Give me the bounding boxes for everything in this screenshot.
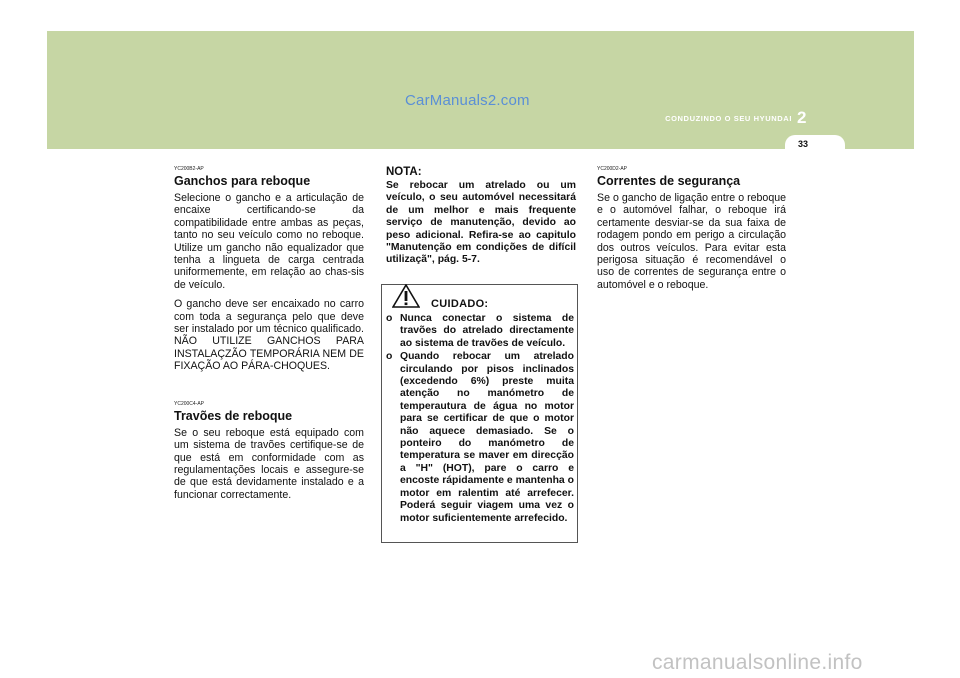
- section-code: YC200D2-AP: [597, 166, 628, 172]
- section-title-chains: Correntes de segurança: [597, 174, 741, 188]
- caution-item-text: Quando rebocar um atrelado circulando por pisos inclinados (excedendo 6%) preste muita atenção no manómetro de temperautura de água no motor para se certificar de que o motor não aquece demasiado. Se o ponteiro do manómetro de temperatura se maver em direcção a "H" (HOT), pare o carro e encoste rápidamente e mantenha o motor em ralentim até arrefecer. Poderá seguir viagem uma vez o motor suficientemente arrefecido.: [400, 351, 574, 524]
- bullet-marker: o: [386, 351, 393, 363]
- caution-title: CUIDADO:: [431, 298, 489, 310]
- site-link[interactable]: CarManuals2.com: [405, 92, 530, 109]
- chapter-header-band: [47, 31, 914, 149]
- page-number: 33: [797, 139, 808, 149]
- bullet-marker: o: [386, 313, 393, 324]
- hooks-paragraph-1: Selecione o gancho e a articulação de encaixe certificando-se da compatibilidade entre ambas as peças, tanto no seu veículo como no reboque. Utilize um gancho não equalizador que tenha a lingueta de carga centrada uniformemente, em relação ao chas-sis de veículo.: [174, 192, 364, 291]
- chains-paragraph: Se o gancho de ligação entre o reboque e o automóvel falhar, o reboque irá certamente desviar-se da sua faixa de rodagem pondo em perigo a circulação dos outros veículos. Para evitar esta perigosa situação é recomendável o uso de correntes de segurança entre o automóvel e o reboque.: [597, 192, 786, 291]
- note-text: Se rebocar um atrelado ou um veículo, o seu automóvel necessitará de um melhor e mais frequente serviço de manutenção, devido ao peso adicional. Refira-se ao capitulo "Manutenção em condições de difícil utilizaçã", pág. 5-7.: [386, 180, 576, 266]
- caution-item-text: Nunca conectar o sistema de travões do atrelado directamente ao sistema de travões de veículo.: [400, 313, 574, 349]
- chapter-title: CONDUZINDO O SEU HYUNDAI: [665, 114, 792, 123]
- left-column: [174, 166, 364, 508]
- right-column: [597, 166, 786, 298]
- chapter-number: 2: [797, 108, 807, 127]
- note-title: NOTA:: [386, 166, 422, 178]
- section-code: YC200B2-AP: [174, 166, 204, 172]
- section-title-hooks: Ganchos para reboque: [174, 174, 311, 188]
- caution-list: [386, 313, 574, 526]
- brakes-paragraph: Se o seu reboque está equipado com um sistema de travões certifique-se de que está em conformidade com as regulamentações locais e assegure-se de que está devidamente instalado e a funcionar correctamente.: [174, 426, 364, 501]
- note-block: [386, 166, 576, 267]
- footer-watermark: carmanualsonline.info: [652, 651, 863, 674]
- section-code: YC200C4-AP: [174, 400, 205, 407]
- caution-item: [386, 313, 574, 350]
- section-title-brakes: Travões de reboque: [174, 408, 293, 423]
- warning-triangle-icon: [392, 284, 420, 308]
- hooks-paragraph-2: O gancho deve ser encaixado no carro com toda a segurança pelo que deve ser instalado por um técnico qualificado. NÃO UTILIZE GANCHOS PARA INSTALAÇZÃO TEMPORÁRIA NEM DE FIXAÇÃO AO PÁRA-CHOQUES.: [174, 298, 364, 373]
- caution-item: [386, 351, 574, 525]
